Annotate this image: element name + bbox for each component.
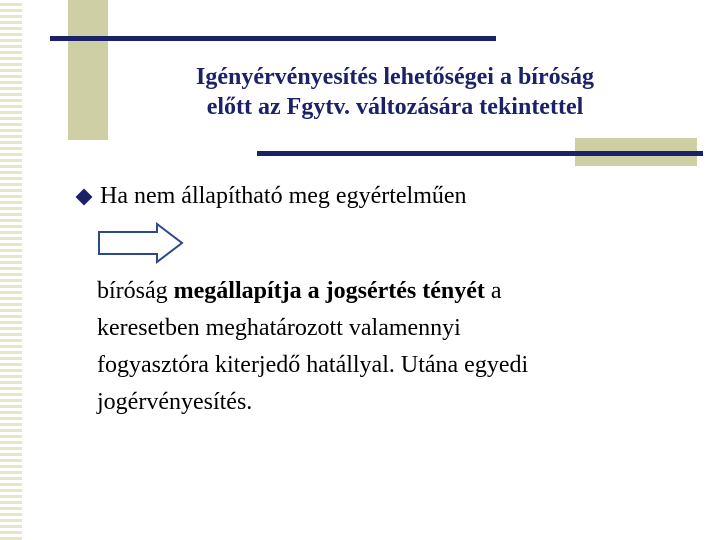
body-text-bold: megállapítja a jogsértés tényét xyxy=(173,278,485,304)
decorative-stripe xyxy=(0,0,22,540)
body-text-plain: a xyxy=(484,278,502,304)
decorative-block-top xyxy=(68,0,108,140)
title-rule-bottom xyxy=(257,151,703,156)
title-rule-top xyxy=(50,36,496,41)
diamond-bullet-icon xyxy=(76,188,93,205)
body-line-4: jogérvényesítés. xyxy=(97,389,253,415)
body-line-1 xyxy=(97,273,687,310)
slide-title-line-1: Igényérvényesítés lehetőségei a bíróság xyxy=(196,64,594,90)
right-arrow-icon xyxy=(97,222,185,264)
body-line-2: keresetben meghatározott valamennyi xyxy=(97,315,461,341)
bullet-text: Ha nem állapítható meg egyértelműen xyxy=(100,183,467,209)
body-line-3: fogyasztóra kiterjedő hatállyal. Utána egyedi xyxy=(97,352,529,378)
body-text-plain: bíróság xyxy=(97,278,174,304)
bullet-item xyxy=(78,183,467,210)
body-paragraph xyxy=(97,273,687,421)
slide-title xyxy=(110,62,680,122)
slide-title-line-2: előtt az Fgytv. változására tekintettel xyxy=(206,94,584,120)
